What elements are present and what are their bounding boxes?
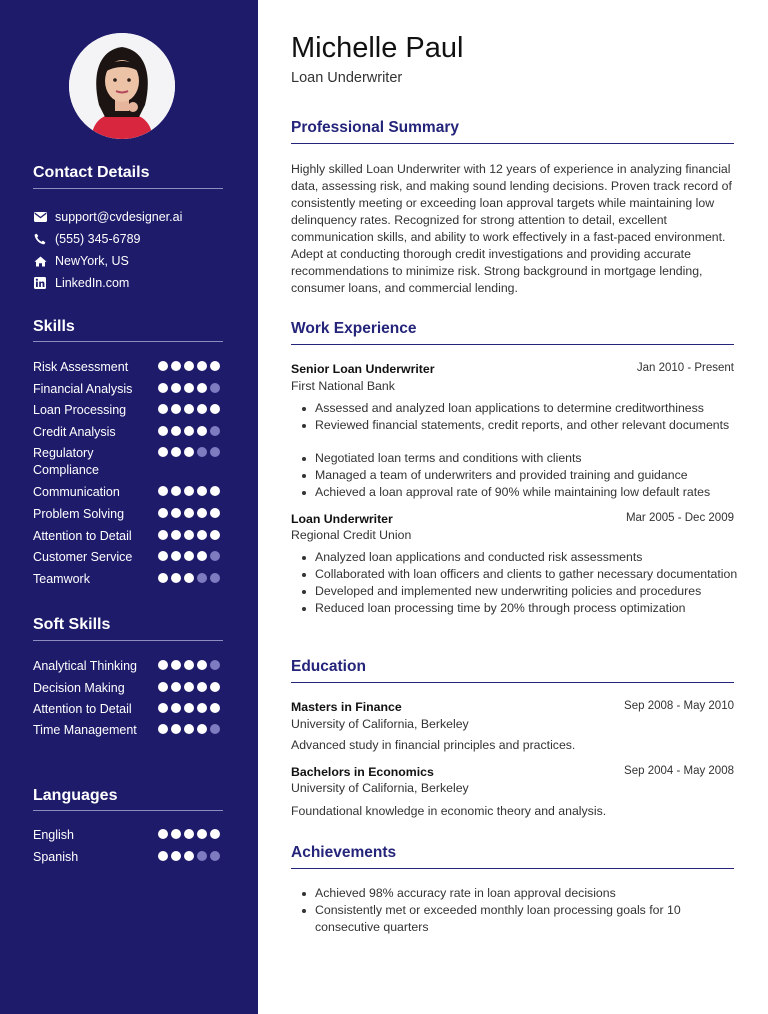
experience-divider [291,344,734,345]
rating-dot-filled [158,383,168,393]
rating-dot-filled [197,551,207,561]
education-divider [291,682,734,683]
rating-dot-filled [184,530,194,540]
contact-linkedin[interactable] [33,276,129,290]
candidate-name: Michelle Paul [291,32,464,64]
rating-dot-empty [210,426,220,436]
soft-skill-label: Time Management [33,723,137,737]
rating-dot-empty [197,851,207,861]
job-date: Jan 2010 - Present [636,362,734,374]
rating-dot-filled [184,851,194,861]
rating-dot-filled [210,508,220,518]
rating-dot-empty [197,573,207,583]
contact-location-text: NewYork, US [55,254,129,268]
rating-dot-filled [184,361,194,371]
job-date: Mar 2005 - Dec 2009 [625,512,734,524]
rating-dot-filled [171,660,181,670]
rating-dot-filled [210,486,220,496]
rating-dot-filled [184,660,194,670]
rating-dot-filled [158,829,168,839]
rating-dot-filled [184,486,194,496]
contact-divider [33,188,223,189]
rating-dot-filled [197,486,207,496]
contact-email[interactable] [33,210,182,224]
contact-phone-text: (555) 345-6789 [55,232,141,246]
rating-dot-filled [184,508,194,518]
language-label: Spanish [33,850,79,864]
rating-dot-filled [171,724,181,734]
rating-dot-filled [197,724,207,734]
rating-dot-filled [171,703,181,713]
job-bullet: Managed a team of underwriters and provided training and guidance [315,467,740,484]
soft-skill-rating [158,682,223,692]
rating-dot-filled [158,486,168,496]
skill-label: Problem Solving [33,507,125,521]
rating-dot-empty [210,447,220,457]
rating-dot-filled [158,426,168,436]
rating-dot-filled [197,508,207,518]
skill-label: Customer Service [33,550,133,564]
degree-date: Sep 2008 - May 2010 [624,700,734,712]
contact-linkedin-text: LinkedIn.com [55,276,130,290]
rating-dot-filled [158,508,168,518]
degree-school: University of California, Berkeley [291,717,469,731]
job-bullet: Reviewed financial statements, credit reports, and other relevant documents [315,417,740,434]
rating-dot-filled [197,682,207,692]
skill-rating [158,508,223,518]
rating-dot-filled [184,383,194,393]
summary-text: Highly skilled Loan Underwriter with 12 years of experience in analyzing financial data, assessing risk, and making sound lending decisions. Proven track record of consistently meeting or exceeding loan approval targets while maintaining low delinquency rates. Recognized for strong attention to detail, excellent communication skills, and ability to work effectively in a fast-paced environment. Adept at conducting thorough credit investigations and providing accurate recommendations to minimize risk. Strong background in mortgage lending, consumer loans, and commercial lending. [291,162,732,295]
soft-skills-divider [33,640,223,641]
skill-label: Loan Processing [33,403,127,417]
degree-title: Bachelors in Economics [291,765,434,779]
job-bullet: Analyzed loan applications and conducted risk assessments [315,549,740,566]
rating-dot-filled [171,573,181,583]
rating-dot-filled [171,508,181,518]
skill-label: Credit Analysis [33,425,116,439]
rating-dot-filled [171,426,181,436]
rating-dot-filled [210,682,220,692]
job-bullets [315,400,740,434]
rating-dot-filled [158,404,168,414]
job-bullet: Reduced loan processing time by 20% through process optimization [315,600,740,617]
language-rating [158,829,223,839]
rating-dot-empty [210,383,220,393]
skill-label: Attention to Detail [33,529,132,543]
rating-dot-filled [171,530,181,540]
rating-dot-filled [171,851,181,861]
skill-label: Financial Analysis [33,382,133,396]
language-rating [158,851,223,861]
contact-location [33,254,129,268]
skill-label: Teamwork [33,572,90,586]
rating-dot-filled [158,703,168,713]
achievements-heading: Achievements [291,844,397,861]
contact-phone[interactable] [33,232,140,246]
rating-dot-filled [171,361,181,371]
email-icon [33,210,47,224]
rating-dot-filled [184,829,194,839]
linkedin-icon [33,276,47,290]
skill-rating [158,573,223,583]
soft-skill-rating [158,724,223,734]
degree-description: Advanced study in financial principles and practices. [291,738,576,752]
rating-dot-filled [197,426,207,436]
achievement-bullet: Achieved 98% accuracy rate in loan approval decisions [315,885,705,902]
rating-dot-filled [158,530,168,540]
achievements-divider [291,868,734,869]
rating-dot-filled [171,404,181,414]
job-bullet: Developed and implemented new underwriting policies and procedures [315,583,740,600]
rating-dot-filled [158,851,168,861]
rating-dot-filled [210,829,220,839]
job-company: Regional Credit Union [291,528,412,542]
profile-photo [69,33,175,139]
rating-dot-filled [197,703,207,713]
home-icon [33,254,47,268]
soft-skill-label: Analytical Thinking [33,659,137,673]
rating-dot-empty [210,724,220,734]
phone-icon [33,232,47,246]
rating-dot-filled [158,361,168,371]
rating-dot-filled [184,703,194,713]
skill-rating [158,361,223,371]
rating-dot-filled [158,660,168,670]
skill-rating [158,426,223,436]
job-title: Loan Underwriter [291,512,393,526]
skills-heading: Skills [33,318,75,335]
degree-title: Masters in Finance [291,700,402,714]
candidate-title: Loan Underwriter [291,70,403,86]
rating-dot-filled [197,383,207,393]
skill-label: Risk Assessment [33,360,129,374]
job-title: Senior Loan Underwriter [291,362,435,376]
job-bullet: Negotiated loan terms and conditions with clients [315,450,740,467]
rating-dot-filled [197,361,207,371]
achievement-bullet: Consistently met or exceeded monthly loan processing goals for 10 consecutive quarters [315,902,705,936]
rating-dot-filled [197,829,207,839]
language-label: English [33,828,74,842]
skills-divider [33,341,223,342]
skill-rating [158,486,223,496]
rating-dot-empty [210,660,220,670]
rating-dot-filled [171,447,181,457]
degree-school: University of California, Berkeley [291,781,469,795]
rating-dot-filled [158,682,168,692]
education-heading: Education [291,658,366,675]
rating-dot-empty [210,573,220,583]
job-bullets [315,450,740,501]
rating-dot-filled [184,682,194,692]
rating-dot-empty [197,447,207,457]
summary-divider [291,143,734,144]
skill-rating [158,530,223,540]
rating-dot-filled [184,551,194,561]
contact-heading: Contact Details [33,164,150,181]
soft-skill-rating [158,703,223,713]
soft-skill-rating [158,660,223,670]
rating-dot-filled [184,573,194,583]
skill-label: Communication [33,485,120,499]
rating-dot-filled [184,404,194,414]
job-bullet: Achieved a loan approval rate of 90% while maintaining low default rates [315,484,740,501]
rating-dot-filled [158,551,168,561]
job-company: First National Bank [291,379,395,393]
skill-rating [158,551,223,561]
sidebar [0,0,258,1014]
rating-dot-filled [197,404,207,414]
rating-dot-filled [158,447,168,457]
soft-skills-heading: Soft Skills [33,616,111,633]
achievement-bullets [315,885,705,936]
rating-dot-filled [210,361,220,371]
skill-rating [158,404,223,414]
skill-label: Regulatory Compliance [33,446,100,477]
languages-divider [33,810,223,811]
summary-heading: Professional Summary [291,119,459,136]
rating-dot-filled [158,724,168,734]
rating-dot-filled [184,724,194,734]
skill-rating [158,383,223,393]
avatar [69,33,175,139]
skill-rating [158,447,223,457]
rating-dot-empty [210,851,220,861]
rating-dot-filled [171,682,181,692]
degree-description: Foundational knowledge in economic theory and analysis. [291,804,607,818]
rating-dot-filled [158,573,168,583]
rating-dot-filled [171,829,181,839]
degree-date: Sep 2004 - May 2008 [624,765,734,777]
rating-dot-filled [210,404,220,414]
rating-dot-filled [171,551,181,561]
rating-dot-filled [184,426,194,436]
rating-dot-filled [197,660,207,670]
job-bullet: Assessed and analyzed loan applications to determine creditworthiness [315,400,740,417]
rating-dot-filled [171,486,181,496]
job-bullet: Collaborated with loan officers and clients to gather necessary documentation [315,566,740,583]
contact-email-text: support@cvdesigner.ai [55,210,183,224]
rating-dot-filled [197,530,207,540]
rating-dot-filled [171,383,181,393]
soft-skill-label: Decision Making [33,681,125,695]
rating-dot-filled [210,703,220,713]
job-bullets [315,549,740,617]
rating-dot-filled [210,530,220,540]
rating-dot-empty [210,551,220,561]
soft-skill-label: Attention to Detail [33,702,132,716]
rating-dot-filled [184,447,194,457]
languages-heading: Languages [33,787,118,804]
experience-heading: Work Experience [291,320,417,337]
